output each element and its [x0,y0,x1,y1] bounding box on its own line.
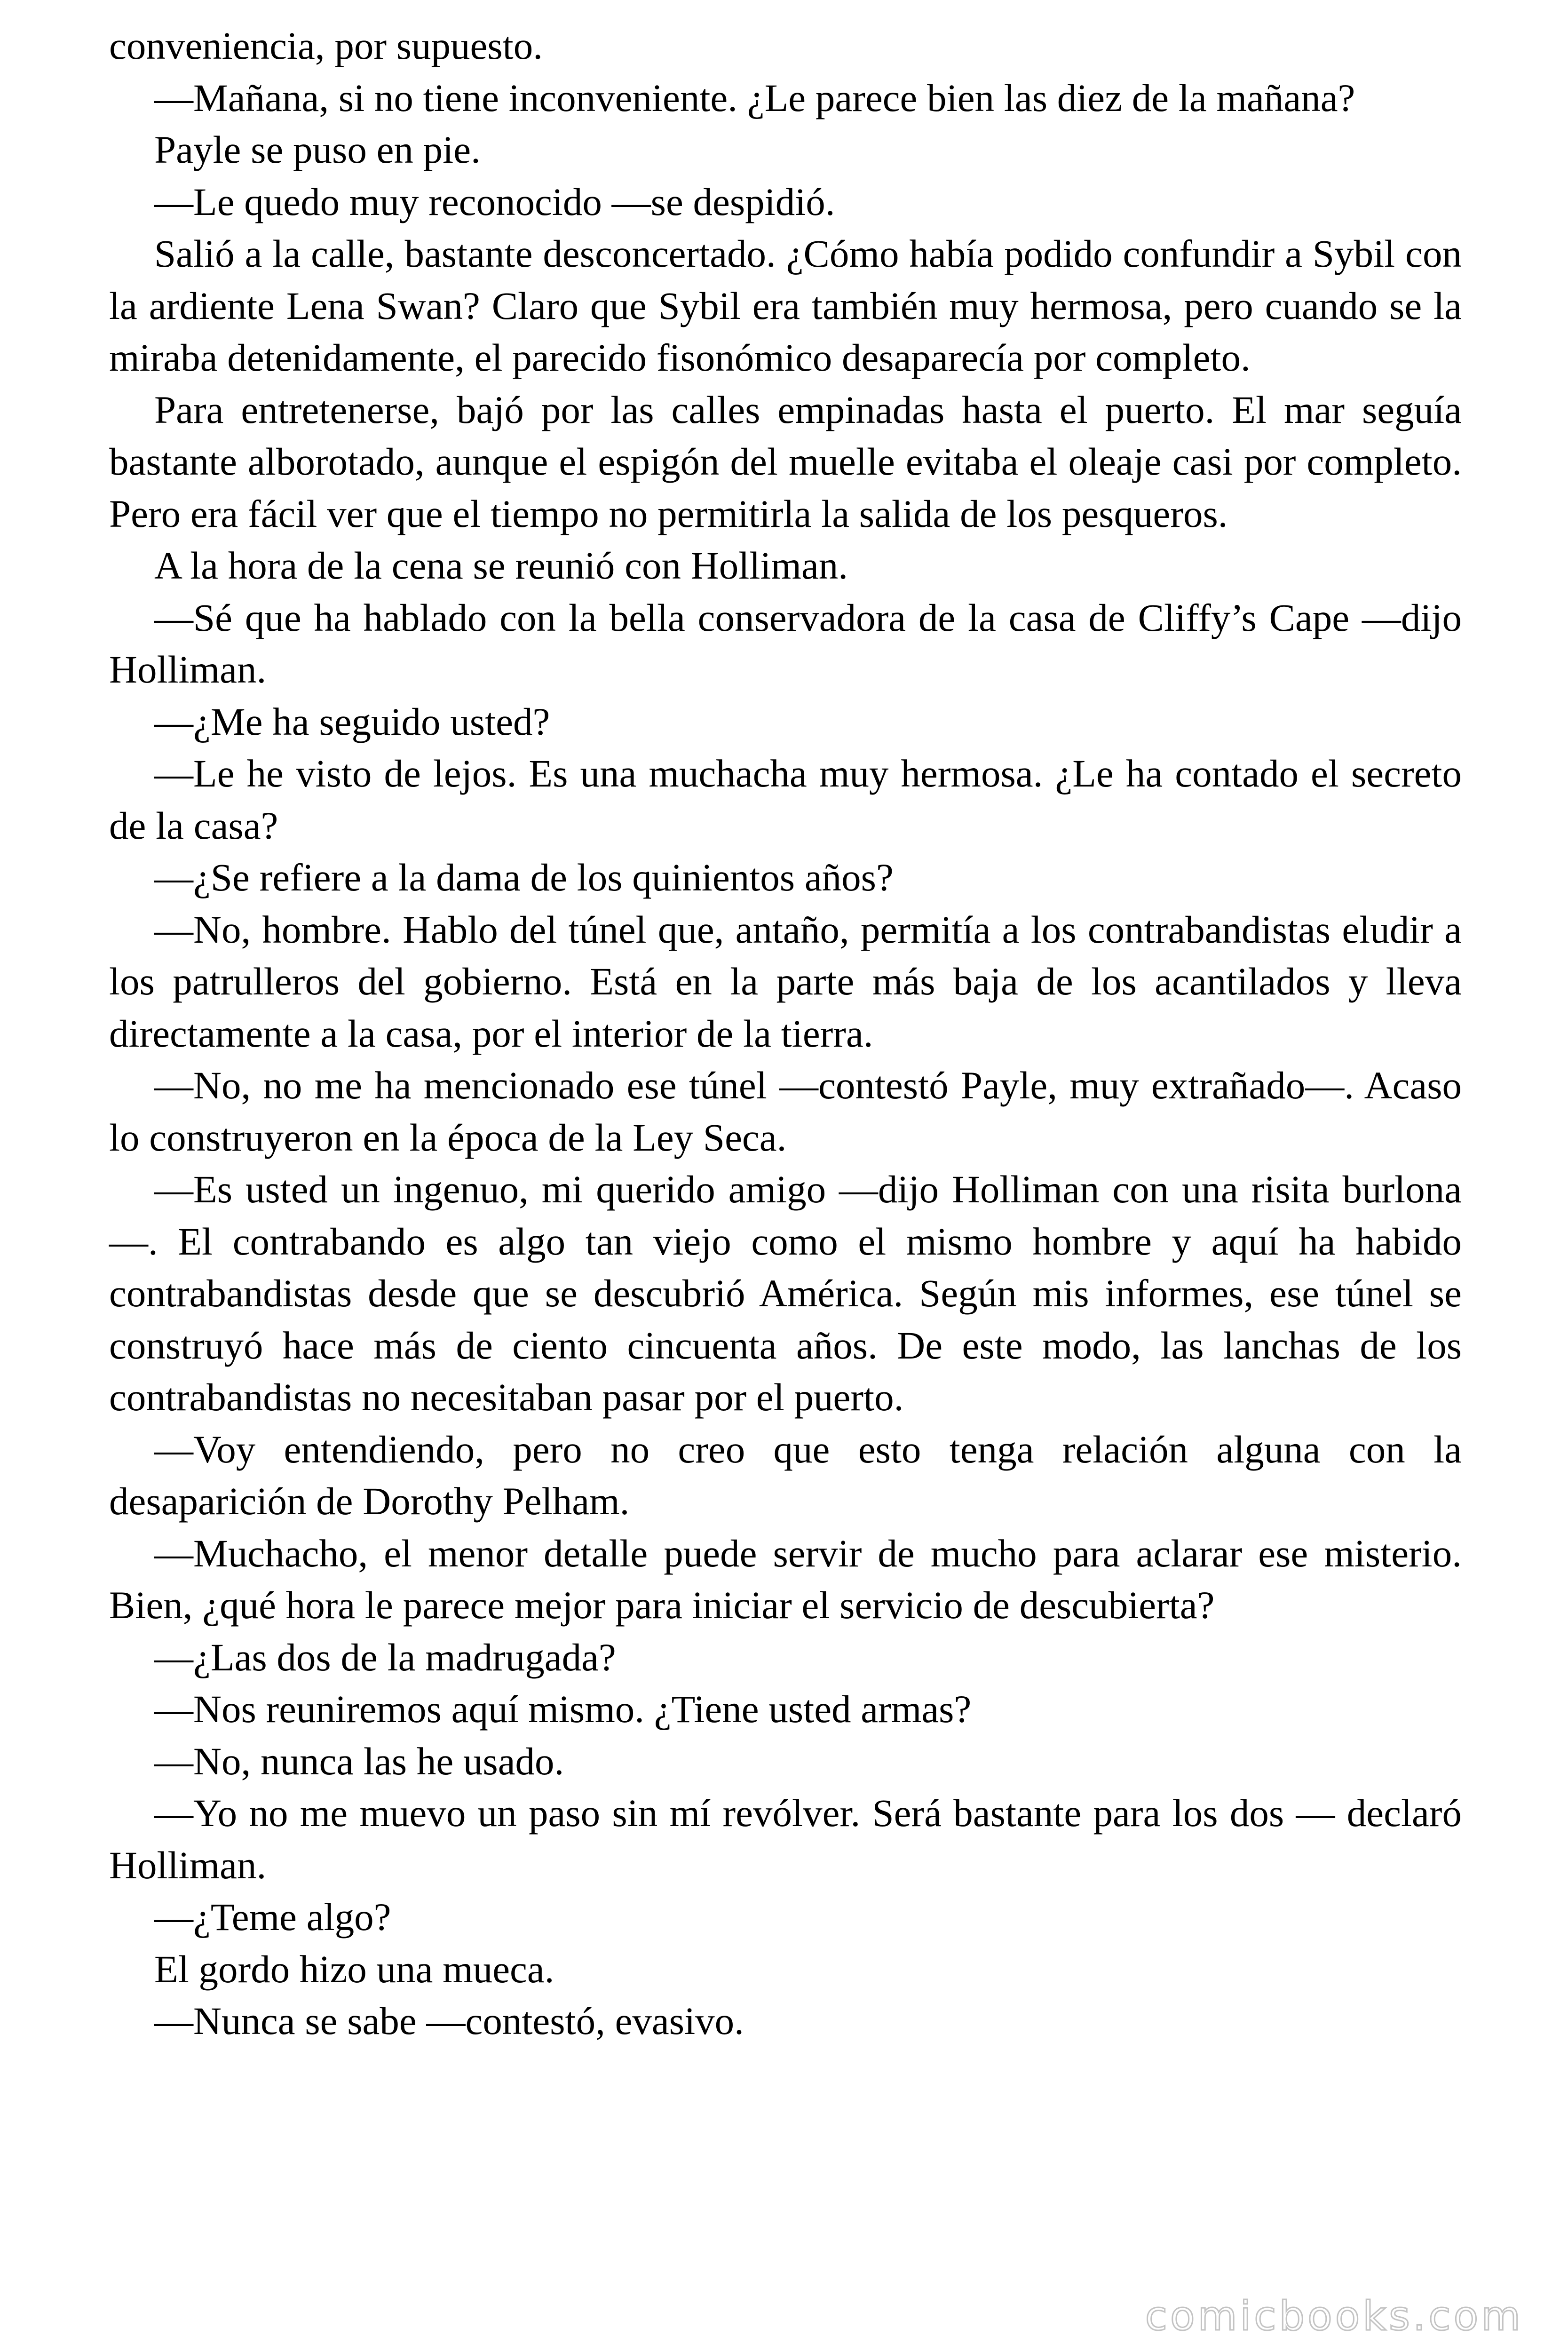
paragraph: —¿Me ha seguido usted? [154,699,550,743]
paragraph: —Yo no me muevo un paso sin mí revólver. Será bastante para los dos — declaró Holliman. [109,1791,1462,1887]
paragraph: A la hora de la cena se reunió con Holliman. [154,544,848,587]
paragraph: El gordo hizo una mueca. [154,1947,554,1991]
paragraph: —Le he visto de lejos. Es una muchacha muy hermosa. ¿Le ha contado el secreto de la casa? [109,752,1462,847]
paragraph: Para entretenerse, bajó por las calles empinadas hasta el puerto. El mar seguía bastante alborotado, aunque el espigón del muelle evitaba el oleaje casi por completo. Pero era fácil ver que el tiempo no permitirla la salida de los pesqueros. [109,388,1462,535]
paragraph: —Sé que ha hablado con la bella conservadora de la casa de Cliffy’s Cape —dijo Holliman. [109,596,1462,691]
paragraph: —No, hombre. Hablo del túnel que, antaño, permitía a los contrabandistas eludir a los patrulleros del gobierno. Está en la parte más baja de los acantilados y lleva directamente a la casa, por el interior de la tierra. [109,907,1462,1055]
paragraph: —Nos reuniremos aquí mismo. ¿Tiene usted armas? [154,1687,972,1731]
paragraph: Salió a la calle, bastante desconcertado. ¿Cómo había podido confundir a Sybil con la ardiente Lena Swan? Claro que Sybil era también muy hermosa, pero cuando se la miraba detenidamente, el parecido fisonómico desaparecía por completo. [109,232,1462,379]
paragraph: —Es usted un ingenuo, mi querido amigo —dijo Holliman con una risita burlona—. El contrabando es algo tan viejo como el mismo hombre y aquí ha habido contrabandistas desde que se descubrió América. Según mis informes, ese túnel se construyó hace más de ciento cincuenta años. De este modo, las lanchas de los contrabandistas no necesitaban pasar por el puerto. [109,1168,1462,1419]
paragraph: —Muchacho, el menor detalle puede servir de mucho para aclarar ese misterio. Bien, ¿qué hora le parece mejor para iniciar el servicio de descubierta? [109,1531,1462,1627]
paragraph: —Nunca se sabe —contestó, evasivo. [154,1999,744,2042]
page-text [109,20,1462,2047]
paragraph: —Voy entendiendo, pero no creo que esto tenga relación alguna con la desaparición de Dorothy Pelham. [109,1427,1462,1523]
paragraph: —¿Las dos de la madrugada? [154,1635,616,1679]
paragraph: —¿Teme algo? [154,1895,391,1939]
paragraph: —Mañana, si no tiene inconveniente. ¿Le parece bien las diez de la mañana? [154,76,1355,119]
paragraph: Payle se puso en pie. [154,128,481,171]
watermark: comicbooks.com [1145,2293,1523,2340]
paragraph: —No, nunca las he usado. [154,1739,564,1783]
paragraph: conveniencia, por supuesto. [109,24,543,67]
paragraph: —No, no me ha mencionado ese túnel —contestó Payle, muy extrañado—. Acaso lo construyeron en la época de la Ley Seca. [109,1064,1462,1159]
paragraph: —Le quedo muy reconocido —se despidió. [154,180,835,223]
paragraph: —¿Se refiere a la dama de los quinientos años? [154,856,894,899]
